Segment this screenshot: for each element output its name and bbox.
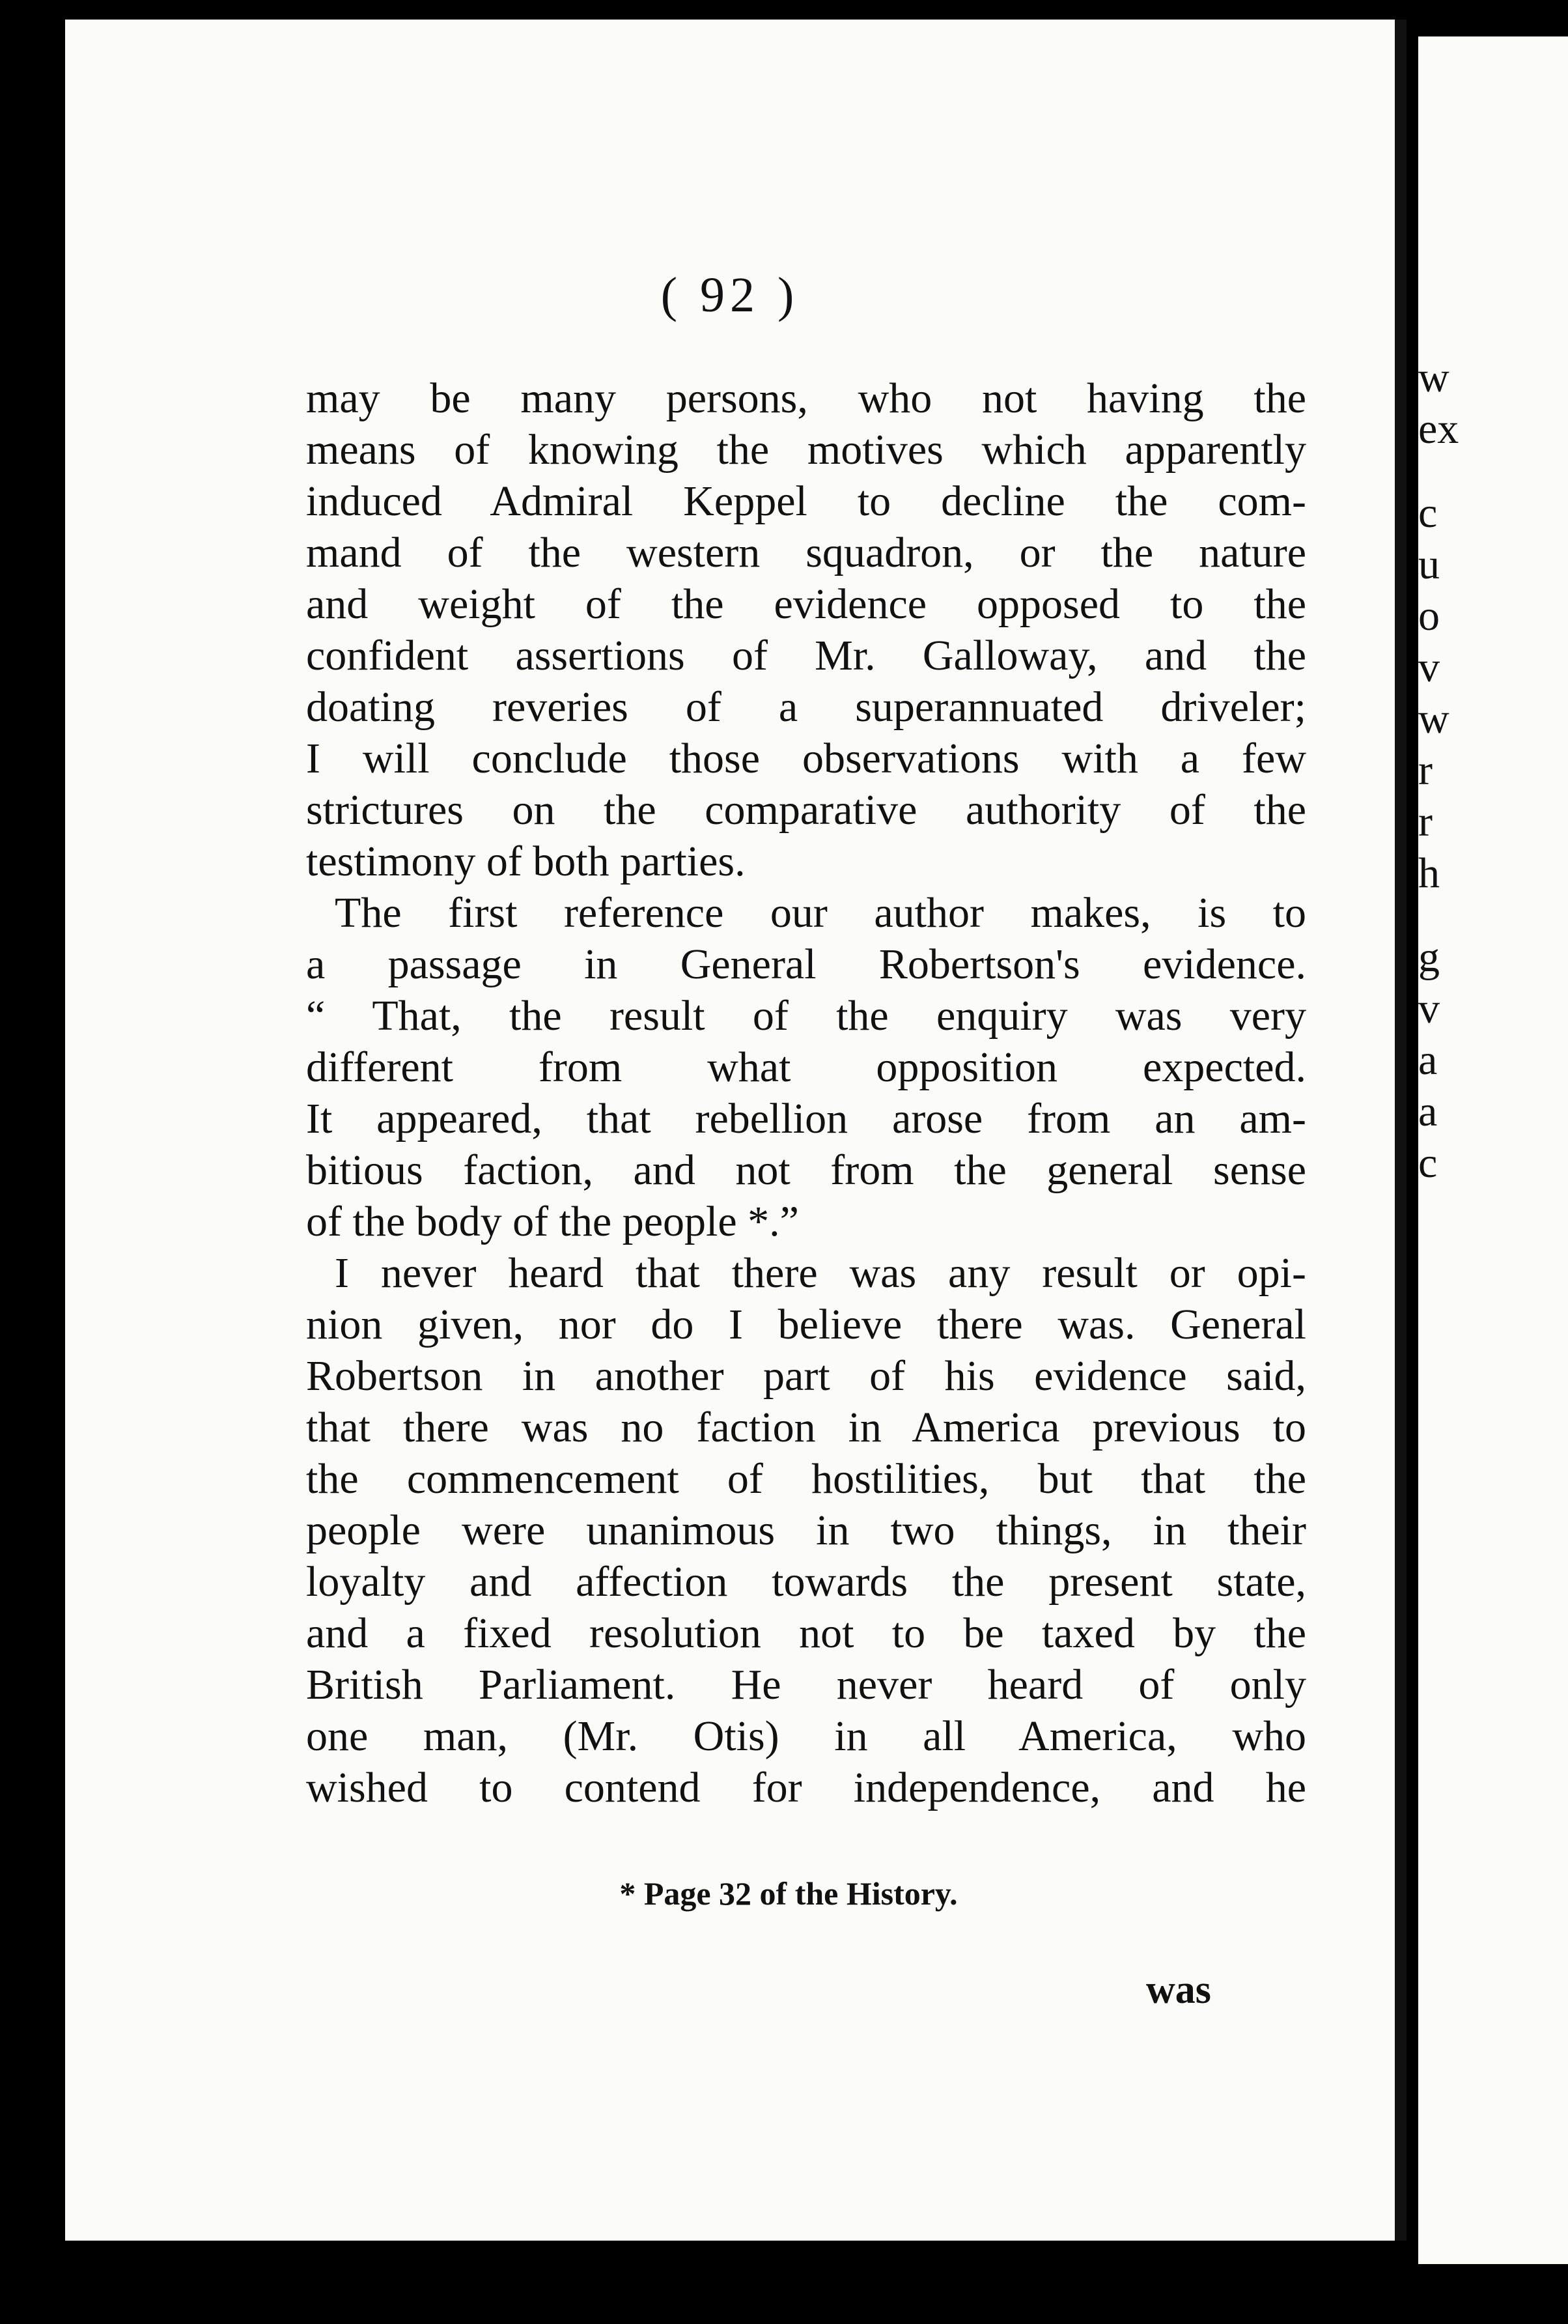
text-line: I never heard that there was any result or opi- [335,1249,1306,1297]
fragment: v [1418,644,1440,691]
text-line: doating reveries of a superannuated driveler; [306,683,1306,731]
text-line: Robertson in another part of his evidence said, [306,1352,1306,1400]
fragment: r [1418,746,1433,794]
text-line: bitious faction, and not from the general sense [306,1146,1306,1194]
facing-page-fragments [1418,352,1459,1189]
fragment: c [1418,489,1438,537]
text-line: The first reference our author makes, is to [335,889,1306,937]
catchword: was [1146,1968,1211,2012]
text-line: different from what opposition expected. [306,1043,1306,1091]
fragment: g [1418,933,1440,981]
text-line: people were unanimous in two things, in their [306,1507,1306,1554]
fragment: a [1418,1088,1438,1135]
left-page [65,20,1407,2241]
fragment: r [1418,798,1433,845]
text-line: testimony of both parties. [306,838,746,885]
text-line: and weight of the evidence opposed to the [306,580,1306,628]
text-line: and a fixed resolution not to be taxed by the [306,1609,1306,1657]
text-line: confident assertions of Mr. Galloway, and the [306,632,1306,679]
text-line: the commencement of hostilities, but that the [306,1455,1306,1503]
text-line: may be many persons, who not having the [306,375,1306,422]
fragment: c [1418,1139,1438,1187]
text-line: one man, (Mr. Otis) in all America, who [306,1712,1306,1760]
text-line: I will conclude those observations with a few [306,735,1306,782]
body-text [306,373,1306,1813]
text-line: strictures on the comparative authority of the [306,786,1306,834]
text-line: mand of the western squadron, or the nature [306,529,1306,576]
text-line: nion given, nor do I believe there was. General [306,1301,1306,1348]
text-line: “ That, the result of the enquiry was very [306,992,1306,1040]
footnote: * Page 32 of the History. [619,1875,958,1912]
text-line: wished to contend for independence, and he [306,1764,1306,1811]
fragment: h [1418,849,1440,897]
text-line: induced Admiral Keppel to decline the com- [306,477,1306,525]
fragment: a [1418,1036,1438,1084]
text-line: that there was no faction in America previous to [306,1404,1306,1451]
text-line: of the body of the people *.” [306,1198,799,1245]
fragment: w [1418,695,1449,743]
fragment: w [1418,354,1449,401]
text-line: British Parliament. He never heard of only [306,1661,1306,1708]
text-line: loyalty and affection towards the present state, [306,1558,1306,1606]
fragment: ex [1418,405,1459,453]
fragment: v [1418,985,1440,1032]
text-line: a passage in General Robertson's evidence. [306,941,1306,988]
page-number-header: ( 92 ) [660,268,800,322]
text-line: means of knowing the motives which apparently [306,426,1306,474]
text-line: It appeared, that rebellion arose from an am- [306,1095,1306,1142]
fragment: o [1418,592,1440,640]
fragment: u [1418,541,1440,588]
